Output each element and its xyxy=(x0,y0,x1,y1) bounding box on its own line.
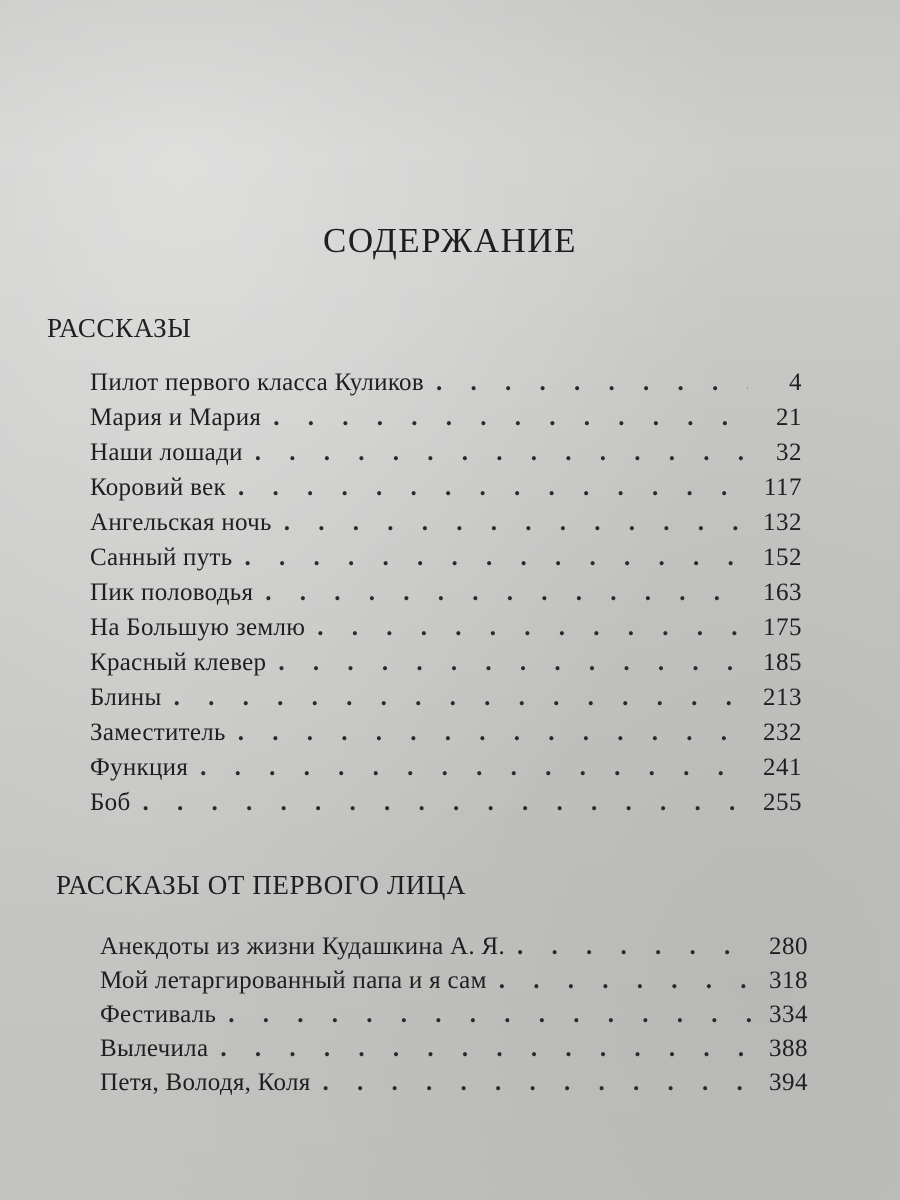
toc-list-stories xyxy=(90,365,802,820)
toc-entry xyxy=(90,645,802,680)
toc-entry-title: Наши лошади xyxy=(90,439,243,466)
dot-leader xyxy=(142,785,748,820)
toc-entry-page: 32 xyxy=(776,439,802,466)
dot-leader xyxy=(323,1066,754,1100)
toc-entry xyxy=(90,470,802,505)
toc-entry-title: Блины xyxy=(90,684,162,711)
toc-entry-title: Ангельская ночь xyxy=(90,509,272,536)
toc-entry-title: Пилот первого класса Куликов xyxy=(90,369,424,396)
dot-leader xyxy=(517,930,754,964)
toc-entry-page: 318 xyxy=(769,967,808,994)
toc-entry-title: Заместитель xyxy=(90,719,226,746)
dot-leader xyxy=(278,645,748,680)
toc-entry-title: Мария и Мария xyxy=(90,404,262,431)
toc-entry-page: 280 xyxy=(769,933,808,960)
toc-entry-title: Фестиваль xyxy=(100,1001,217,1028)
toc-entry xyxy=(90,715,802,750)
toc-entry-title: Красный клевер xyxy=(90,649,267,676)
section-heading-stories: РАССКАЗЫ xyxy=(47,313,192,343)
toc-entry-page: 394 xyxy=(769,1069,808,1096)
toc-entry-page: 232 xyxy=(763,719,802,746)
toc-entry xyxy=(90,750,802,785)
toc-entry-page: 241 xyxy=(763,754,802,781)
toc-entry xyxy=(100,998,808,1032)
toc-entry-page: 213 xyxy=(763,684,802,711)
page-bleed-shadow xyxy=(0,0,900,150)
toc-entry-page: 132 xyxy=(763,509,802,536)
dot-leader xyxy=(255,435,748,470)
toc-entry xyxy=(100,1032,808,1066)
toc-entry xyxy=(90,505,802,540)
section-heading-first-person-stories: РАССКАЗЫ ОТ ПЕРВОГО ЛИЦА xyxy=(56,870,467,900)
toc-entry-page: 4 xyxy=(789,369,802,396)
dot-leader xyxy=(273,400,748,435)
toc-entry-page: 117 xyxy=(763,474,802,501)
dot-leader xyxy=(220,1032,754,1066)
toc-entry-title: Петя, Володя, Коля xyxy=(100,1069,311,1096)
toc-entry-title: Анекдоты из жизни Кудашкина А. Я. xyxy=(100,933,505,960)
dot-leader xyxy=(284,505,748,540)
dot-leader xyxy=(200,750,748,785)
toc-entry-title: Санный путь xyxy=(90,544,233,571)
page-title: СОДЕРЖАНИЕ xyxy=(323,221,577,261)
toc-entry xyxy=(100,1066,808,1100)
toc-entry-page: 175 xyxy=(763,614,802,641)
toc-entry-title: Мой летаргированный папа и я сам xyxy=(100,967,487,994)
toc-entry xyxy=(100,930,808,964)
toc-entry-page: 255 xyxy=(763,789,802,816)
dot-leader xyxy=(436,365,748,400)
toc-entry-title: Пик половодья xyxy=(90,579,254,606)
toc-entry-title: Коровий век xyxy=(90,474,226,501)
toc-entry xyxy=(90,680,802,715)
toc-entry-title: На Большую землю xyxy=(90,614,306,641)
toc-entry-title: Вылечила xyxy=(100,1035,209,1062)
dot-leader xyxy=(238,715,748,750)
dot-leader xyxy=(265,575,748,610)
toc-entry-page: 185 xyxy=(763,649,802,676)
toc-entry xyxy=(90,365,802,400)
dot-leader xyxy=(317,610,748,645)
toc-entry-page: 21 xyxy=(776,404,802,431)
dot-leader xyxy=(499,964,754,998)
toc-list-first-person-stories xyxy=(100,930,808,1100)
toc-entry-title: Функция xyxy=(90,754,189,781)
toc-entry-title: Боб xyxy=(90,789,131,816)
dot-leader xyxy=(238,470,748,505)
dot-leader xyxy=(228,998,754,1032)
toc-entry-page: 334 xyxy=(769,1001,808,1028)
toc-entry xyxy=(90,400,802,435)
toc-entry xyxy=(90,785,802,820)
dot-leader xyxy=(244,540,748,575)
dot-leader xyxy=(174,680,748,715)
toc-entry xyxy=(90,540,802,575)
toc-entry-page: 388 xyxy=(769,1035,808,1062)
toc-entry-page: 152 xyxy=(763,544,802,571)
toc-entry-page: 163 xyxy=(763,579,802,606)
toc-entry xyxy=(100,964,808,998)
toc-entry xyxy=(90,575,802,610)
toc-entry xyxy=(90,610,802,645)
toc-entry xyxy=(90,435,802,470)
